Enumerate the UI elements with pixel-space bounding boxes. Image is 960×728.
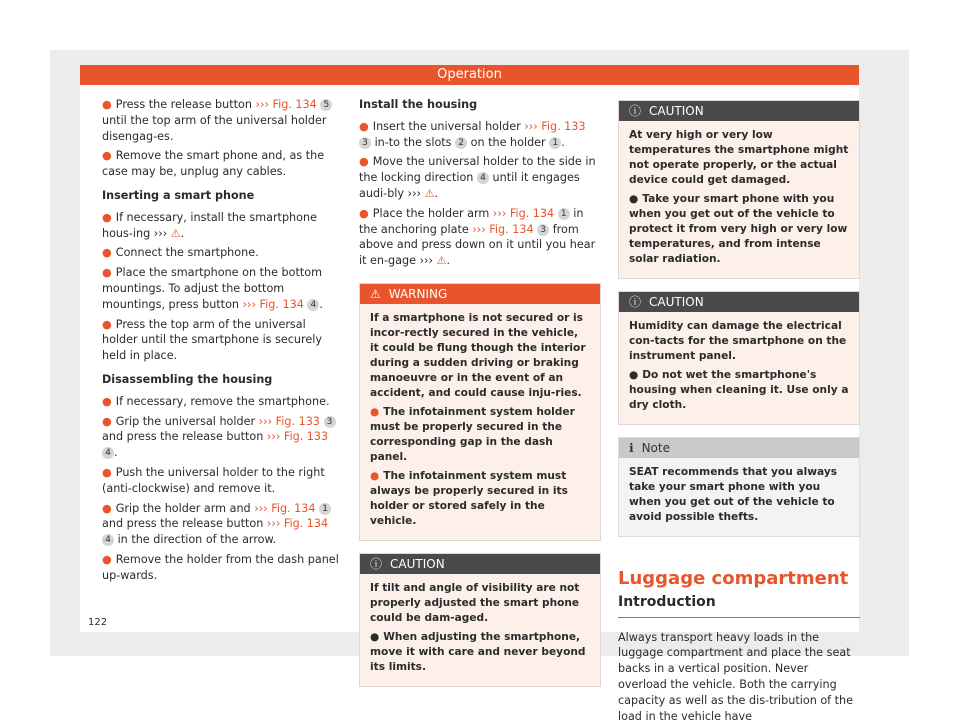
bullet-icon: ● — [102, 465, 112, 479]
figure-link[interactable]: ››› Fig. 134 — [266, 517, 329, 531]
bullet-icon: ● — [102, 317, 112, 331]
caution-circle-icon: ⓘ — [370, 556, 383, 571]
warning-header: ⚠ WARNING — [360, 284, 600, 304]
figure-link[interactable]: ››› Fig. 134 — [254, 501, 316, 515]
list-item: ● Remove the smart phone and, as the case may be, unplug any cables. — [102, 149, 325, 179]
intro-paragraph: Always transport heavy loads in the luggage compartment and place the seat backs in a vertical position. Never overload the vehicle. Both the carrying capacity as well as the dis-tribution of the load in the vehicle have — [618, 630, 854, 723]
warning-box — [359, 283, 601, 541]
warning-triangle-icon[interactable]: ⚠ — [170, 226, 181, 240]
note-header: ℹ Note — [619, 438, 859, 458]
caution-circle-icon: ⓘ — [629, 295, 642, 309]
callout-number: 3 — [359, 137, 371, 149]
figure-link[interactable]: ››› Fig. 134 — [472, 222, 534, 236]
warning-triangle-icon[interactable]: ⚠ — [424, 186, 435, 200]
list-item: ● Insert the universal holder ››› Fig. 133 3 in-to the slots 2 on the holder 1 . — [359, 119, 586, 149]
callout-number: 4 — [477, 172, 489, 184]
list-item: ● When adjusting the smartphone, move it with care and never beyond its limits. — [370, 630, 586, 673]
callout-number: 4 — [102, 534, 114, 546]
warning-body: If a smartphone is not secured or is incor-rectly secured in the vehicle, it could be flung though the interior during a sudden driving or braking manoeuvre or in the event of an accident, and could cause inju-ries. ● The infotainment system holder must be properly secured in the corresponding gap in the dash panel. ● The infotainment system must always be properly secured in its holder or stored safely in the vehicle. — [360, 304, 600, 540]
callout-number: 4 — [307, 299, 319, 311]
subsection-title: Introduction — [618, 595, 860, 618]
caution-header: ⓘ CAUTION — [619, 101, 859, 121]
list-item: ● Press the release button ››› Fig. 134 5 until the top arm of the universal holder disengag-es. — [102, 97, 342, 144]
list-item: ● Do not wet the smartphone's housing when cleaning it. Use only a dry cloth. — [629, 369, 849, 411]
bullet-icon: ● — [102, 98, 112, 111]
list-item: ● The infotainment system must always be properly secured in its holder or stored safely in the vehicle. — [370, 469, 568, 527]
section-header: Operation — [80, 65, 859, 85]
callout-number: 2 — [455, 137, 467, 149]
list-item: ● Move the universal holder to the side in the locking direction 4 until it engages audi-bly ››› ⚠. — [359, 155, 596, 200]
caution-box — [618, 100, 860, 279]
bullet-icon: ● — [102, 414, 112, 428]
figure-link[interactable]: ››› Fig. 134 — [492, 206, 555, 220]
list-item: ● Place the holder arm ››› Fig. 134 1 in the anchoring plate ››› Fig. 134 3 from above and press down on it until you hear it en-gage ››› ⚠. — [359, 206, 596, 268]
caution-box — [618, 291, 860, 425]
bullet-icon: ● — [629, 193, 639, 205]
bullet-icon: ● — [102, 552, 112, 566]
caution-header: ⓘ CAUTION — [360, 554, 600, 574]
caution-header: ⓘ CAUTION — [619, 292, 859, 312]
figure-link[interactable]: ››› Fig. 133 — [258, 414, 320, 428]
column-3 — [618, 100, 860, 728]
list-item: ● Press the top arm of the universal holder until the smartphone is securely held in place. — [102, 317, 322, 363]
bullet-icon: ● — [359, 155, 369, 169]
callout-number: 4 — [102, 447, 114, 459]
figure-link[interactable]: ››› Fig. 133 — [524, 119, 586, 133]
bullet-icon: ● — [370, 469, 380, 482]
list-item: ● Place the smartphone on the bottom mountings. To adjust the bottom mountings, press button ››› Fig. 134 4 . — [102, 266, 323, 311]
subheading: Inserting a smart phone — [102, 188, 255, 202]
callout-number: 3 — [537, 224, 549, 236]
section-title: Luggage compartment — [618, 568, 849, 589]
caution-circle-icon: ⓘ — [629, 104, 642, 118]
column-1 — [102, 97, 342, 588]
callout-number: 1 — [558, 208, 570, 220]
bullet-icon: ● — [102, 246, 112, 260]
column-2 — [359, 97, 601, 699]
caution-body: At very high or very low temperatures the smartphone might not operate properly, or the actual device could get damaged. ● Take your smart phone with you when you get out of the vehicle to protect it from very high or very low temperatures, and from intense solar radiation. — [629, 129, 849, 265]
figure-link[interactable]: ››› Fig. 134 — [255, 98, 317, 111]
caution-body: If tilt and angle of visibility are not properly adjusted the smart phone could be dam-aged. ● When adjusting the smartphone, move it with care and never beyond its limits. — [360, 574, 600, 686]
note-box — [618, 437, 860, 537]
bullet-icon: ● — [102, 394, 112, 408]
bullet-icon: ● — [102, 210, 112, 224]
page-number: 122 — [88, 617, 108, 628]
list-item: ● Grip the universal holder ››› Fig. 133 3 and press the release button ››› Fig. 133 4 . — [102, 414, 342, 461]
bullet-icon: ● — [359, 206, 369, 220]
caution-body: Humidity can damage the electrical con-tacts for the smartphone on the instrument panel. ● Do not wet the smartphone's housing when cleaning it. Use only a dry cloth. — [629, 320, 849, 411]
bullet-icon: ● — [359, 119, 369, 133]
list-item: ● If necessary, remove the smartphone. — [102, 394, 330, 408]
list-item: ● Remove the holder from the dash panel up-wards. — [102, 552, 339, 582]
callout-number: 3 — [324, 416, 336, 428]
caution-box — [359, 553, 601, 687]
bullet-icon: ● — [370, 630, 380, 643]
list-item: ● Push the universal holder to the right (anti-clockwise) and remove it. — [102, 465, 325, 495]
subheading: Disassembling the housing — [102, 372, 273, 386]
info-icon: ℹ — [629, 441, 634, 455]
callout-number: 1 — [549, 137, 561, 149]
note-body: SEAT recommends that you always take your smart phone with you when you get out of the vehicle to avoid possible thefts. — [629, 466, 838, 523]
figure-link[interactable]: ››› Fig. 133 — [266, 430, 329, 444]
list-item: ● Take your smart phone with you when you get out of the vehicle to protect it from very high or very low temperatures, and from intense solar radiation. — [629, 193, 848, 265]
list-item: ● Grip the holder arm and ››› Fig. 134 1 and press the release button ››› Fig. 134 4 in the direction of the arrow. — [102, 501, 342, 548]
figure-link[interactable]: ››› Fig. 134 — [242, 297, 304, 311]
list-item: ● The infotainment system holder must be properly secured in the corresponding gap in the dash panel. — [370, 405, 575, 463]
bullet-icon: ● — [629, 369, 639, 381]
bullet-icon: ● — [102, 266, 112, 280]
list-item: ● If necessary, install the smartphone hous-ing ››› ⚠. — [102, 210, 317, 240]
warning-triangle-icon[interactable]: ⚠ — [436, 254, 447, 268]
bullet-icon: ● — [102, 149, 112, 163]
list-item: ● Connect the smartphone. — [102, 246, 259, 260]
bullet-icon: ● — [102, 501, 112, 515]
bullet-icon: ● — [370, 405, 380, 418]
warning-triangle-icon: ⚠ — [370, 286, 381, 301]
callout-number: 5 — [320, 99, 332, 111]
callout-number: 1 — [319, 503, 331, 515]
subheading: Install the housing — [359, 98, 478, 111]
